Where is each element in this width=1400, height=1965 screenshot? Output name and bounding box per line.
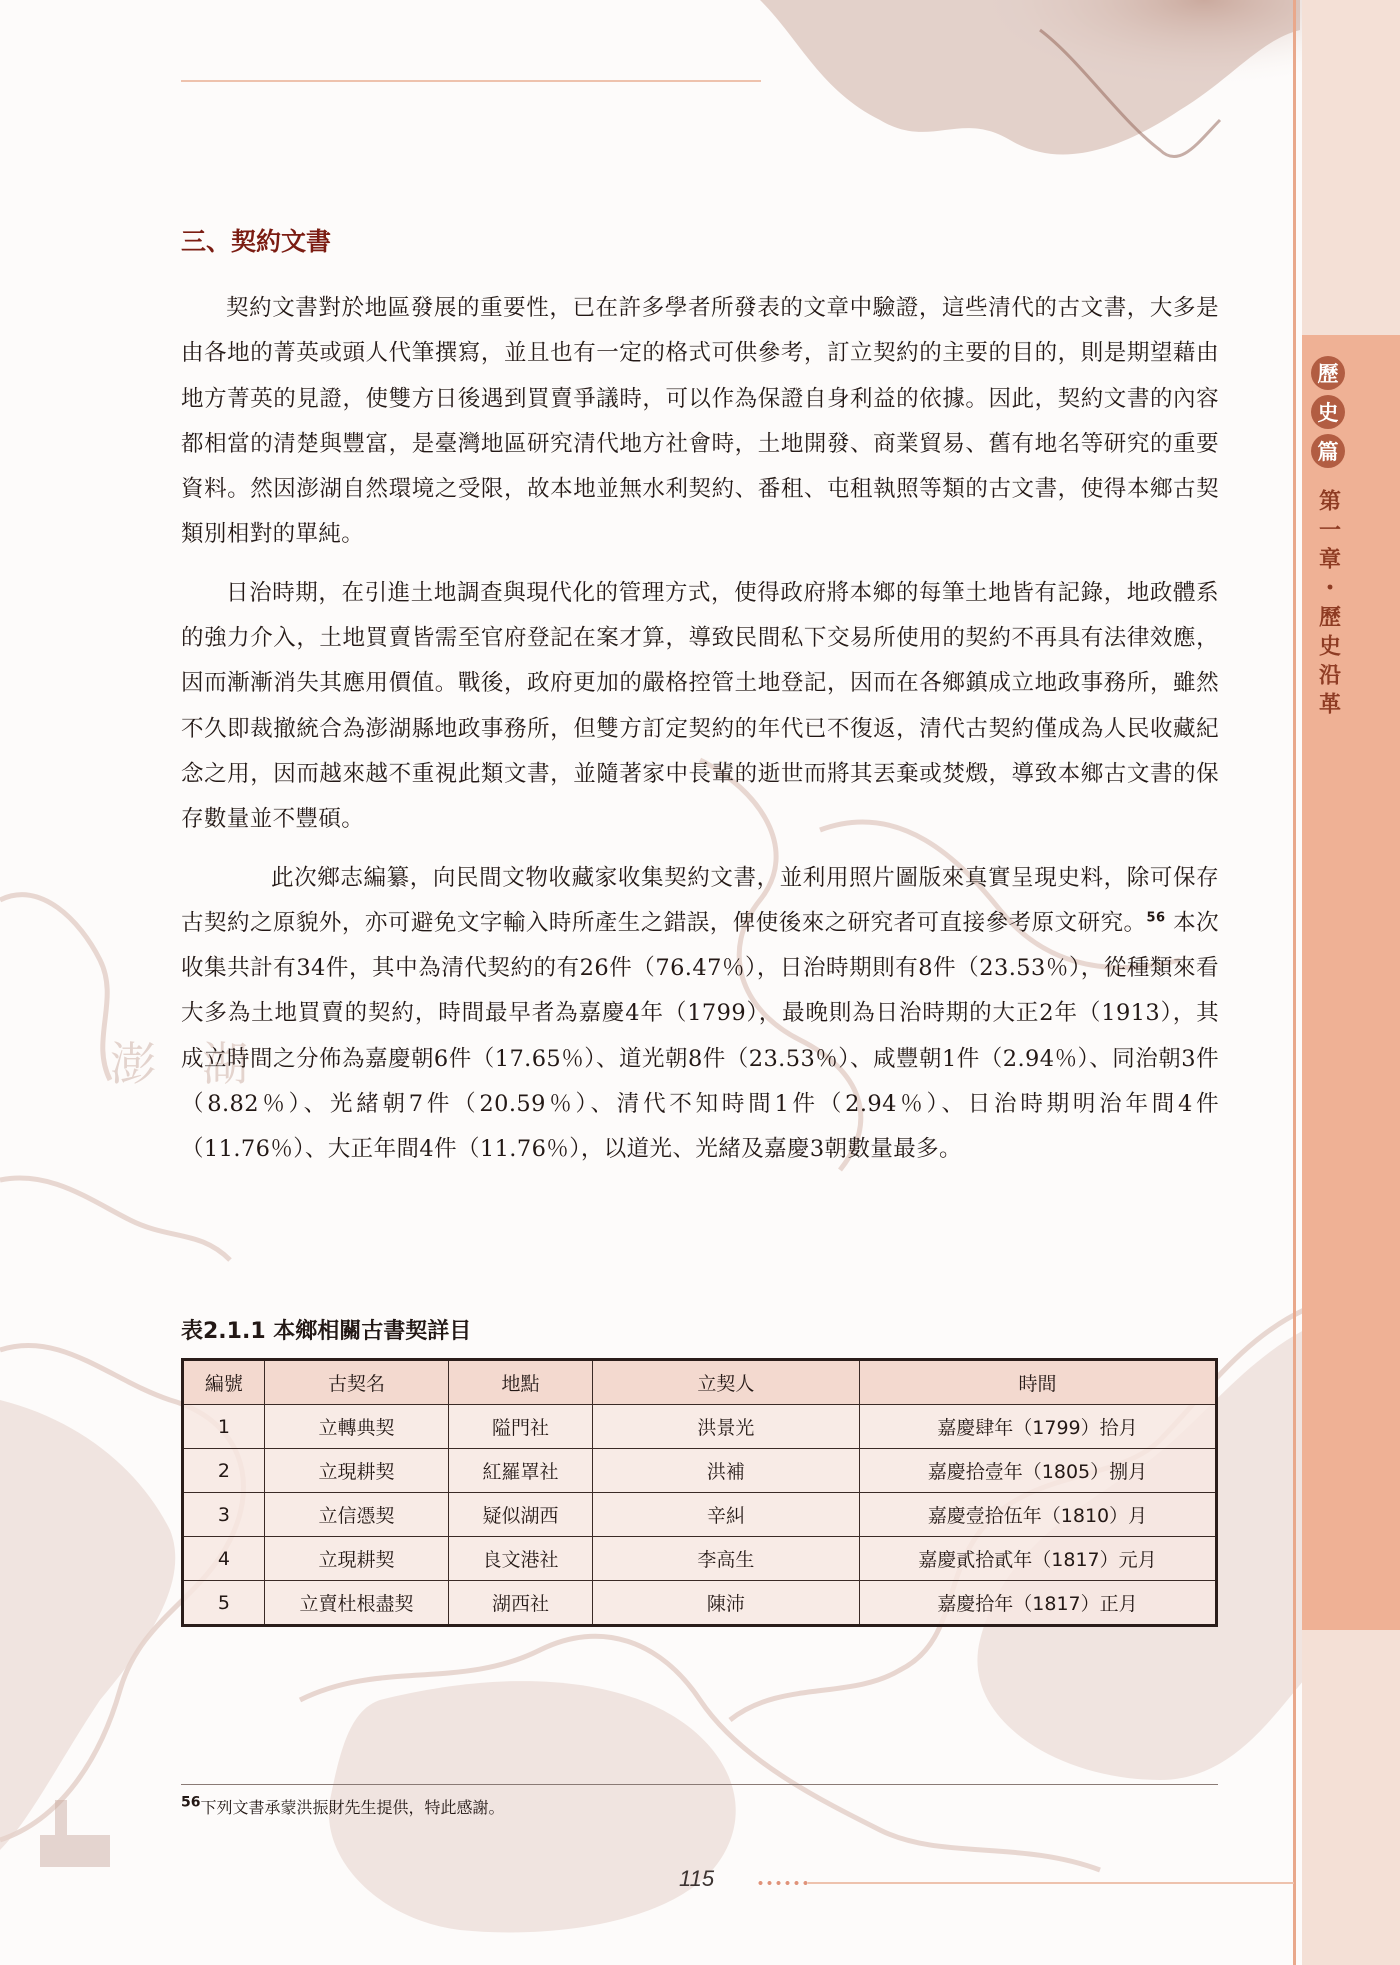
side-tab [1311,356,1345,721]
header-cell-signer: 立契人 [592,1360,859,1405]
footnote-rule [181,1784,1218,1785]
table-row [183,1405,1217,1449]
body-text [181,286,1219,1186]
table-cell: 辛糾 [592,1493,859,1537]
table-cell: 3 [183,1493,265,1537]
table-row [183,1581,1217,1626]
paragraph-3-part-a: 此次鄉志編纂，向民間文物收藏家收集契約文書，並利用照片圖版來真實呈現史料，除可保存古契約之原貌外，亦可避免文字輸入時所產生之錯誤，俾使後來之研究者可直接參考原文研究。 [181,864,1219,936]
svg-text:澎 湖: 澎 湖 [110,1037,248,1091]
page-number: 115 [679,1866,715,1891]
table-cell: 嘉慶肆年（1799）拾月 [859,1405,1216,1449]
table-cell: 洪補 [592,1449,859,1493]
table-cell: 紅羅罩社 [449,1449,593,1493]
page-number-dots [756,1881,808,1885]
table-cell: 立現耕契 [264,1537,448,1581]
side-divider-line [1293,0,1296,1965]
table-cell: 李高生 [592,1537,859,1581]
side-tab-char-1: 歷 [1311,356,1345,390]
table-cell: 隘門社 [449,1405,593,1449]
contracts-table [181,1358,1218,1627]
table-cell: 嘉慶拾年（1817）正月 [859,1581,1216,1626]
header-rule [181,80,761,82]
paragraph-2: 日治時期，在引進土地調查與現代化的管理方式，使得政府將本鄉的每筆土地皆有記錄，地政體系的強力介入，土地買賣皆需至官府登記在案才算，導致民間私下交易所使用的契約不再具有法律效應，因而漸漸消失其應用價值。戰後，政府更加的嚴格控管土地登記，因而在各鄉鎮成立地政事務所，雖然不久即裁撤統合為澎湖縣地政事務所，但雙方訂定契約的年代已不復返，清代古契約僅成為人民收藏紀念之用，因而越來越不重視此類文書，並隨著家中長輩的逝世而將其丟棄或焚燬，導致本鄉古文書的保存數量並不豐碩。 [181,579,1219,833]
table-row [183,1449,1217,1493]
table-row [183,1493,1217,1537]
table-cell: 湖西社 [449,1581,593,1626]
paragraph-3 [181,856,1219,1173]
header-cell-contract-name: 古契名 [264,1360,448,1405]
table-cell: 1 [183,1405,265,1449]
footnote [181,1795,505,1818]
header-cell-date: 時間 [859,1360,1216,1405]
table-cell: 良文港社 [449,1537,593,1581]
footnote-text: 下列文書承蒙洪振財先生提供，特此感謝。 [200,1798,505,1817]
page-number-line [808,1882,1294,1884]
header-cell-number: 編號 [183,1360,265,1405]
table-cell: 5 [183,1581,265,1626]
table-caption: 表2.1.1 本鄉相關古書契詳目 [181,1319,472,1344]
table-row [183,1537,1217,1581]
side-tab-char-2: 史 [1311,395,1345,429]
table-cell: 立現耕契 [264,1449,448,1493]
footnote-number: 56 [181,1794,201,1811]
side-tab-chapter-label: 第一章・歷史沿革 [1315,489,1341,721]
table-cell: 疑似湖西 [449,1493,593,1537]
paragraph-1: 契約文書對於地區發展的重要性，已在許多學者所發表的文章中驗證，這些清代的古文書，大多是由各地的菁英或頭人代筆撰寫，並且也有一定的格式可供參考，訂立契約的主要的目的，則是期望藉由地方菁英的見證，使雙方日後遇到買賣爭議時，可以作為保證自身利益的依據。因此，契約文書的內容都相當的清楚與豐富，是臺灣地區研究清代地方社會時，土地開發、商業貿易、舊有地名等研究的重要資料。然因澎湖自然環境之受限，故本地並無水利契約、番租、屯租執照等類的古文書，使得本鄉古契類別相對的單純。 [181,295,1219,548]
table-cell: 洪景光 [592,1405,859,1449]
table-cell: 嘉慶壹拾伍年（1810）月 [859,1493,1216,1537]
header-cell-location: 地點 [449,1360,593,1405]
table-cell: 立賣杜根盡契 [264,1581,448,1626]
side-tab-char-3: 篇 [1311,434,1345,468]
table-cell: 陳沛 [592,1581,859,1626]
section-title: 三、契約文書 [181,227,332,256]
table-cell: 立信憑契 [264,1493,448,1537]
footnote-reference[interactable]: 56 [1146,910,1166,926]
table-cell: 2 [183,1449,265,1493]
table-cell: 立轉典契 [264,1405,448,1449]
paragraph-3-part-b: 本次收集共計有34件，其中為清代契約的有26件（76.47％），日治時期則有8件（23.53％），從種類來看大多為土地買賣的契約，時間最早者為嘉慶4年（1799），最晚則為日治時期的大正2年（1913），其成立時間之分佈為嘉慶朝6件（17.65％）、道光朝8件（23.53％）、咸豐朝1件（2.94％）、同治朝3件（8.82％）、光緒朝7件（20.59％）、清代不知時間1件（2.94％）、日治時期明治年間4件（11.76％）、大正年間4件（11.76％），以道光、光緒及嘉慶3朝數量最多。 [181,909,1219,1163]
table-cell: 嘉慶拾壹年（1805）捌月 [859,1449,1216,1493]
table-header-row [183,1360,1217,1405]
table-cell: 4 [183,1537,265,1581]
table-cell: 嘉慶貳拾貳年（1817）元月 [859,1537,1216,1581]
